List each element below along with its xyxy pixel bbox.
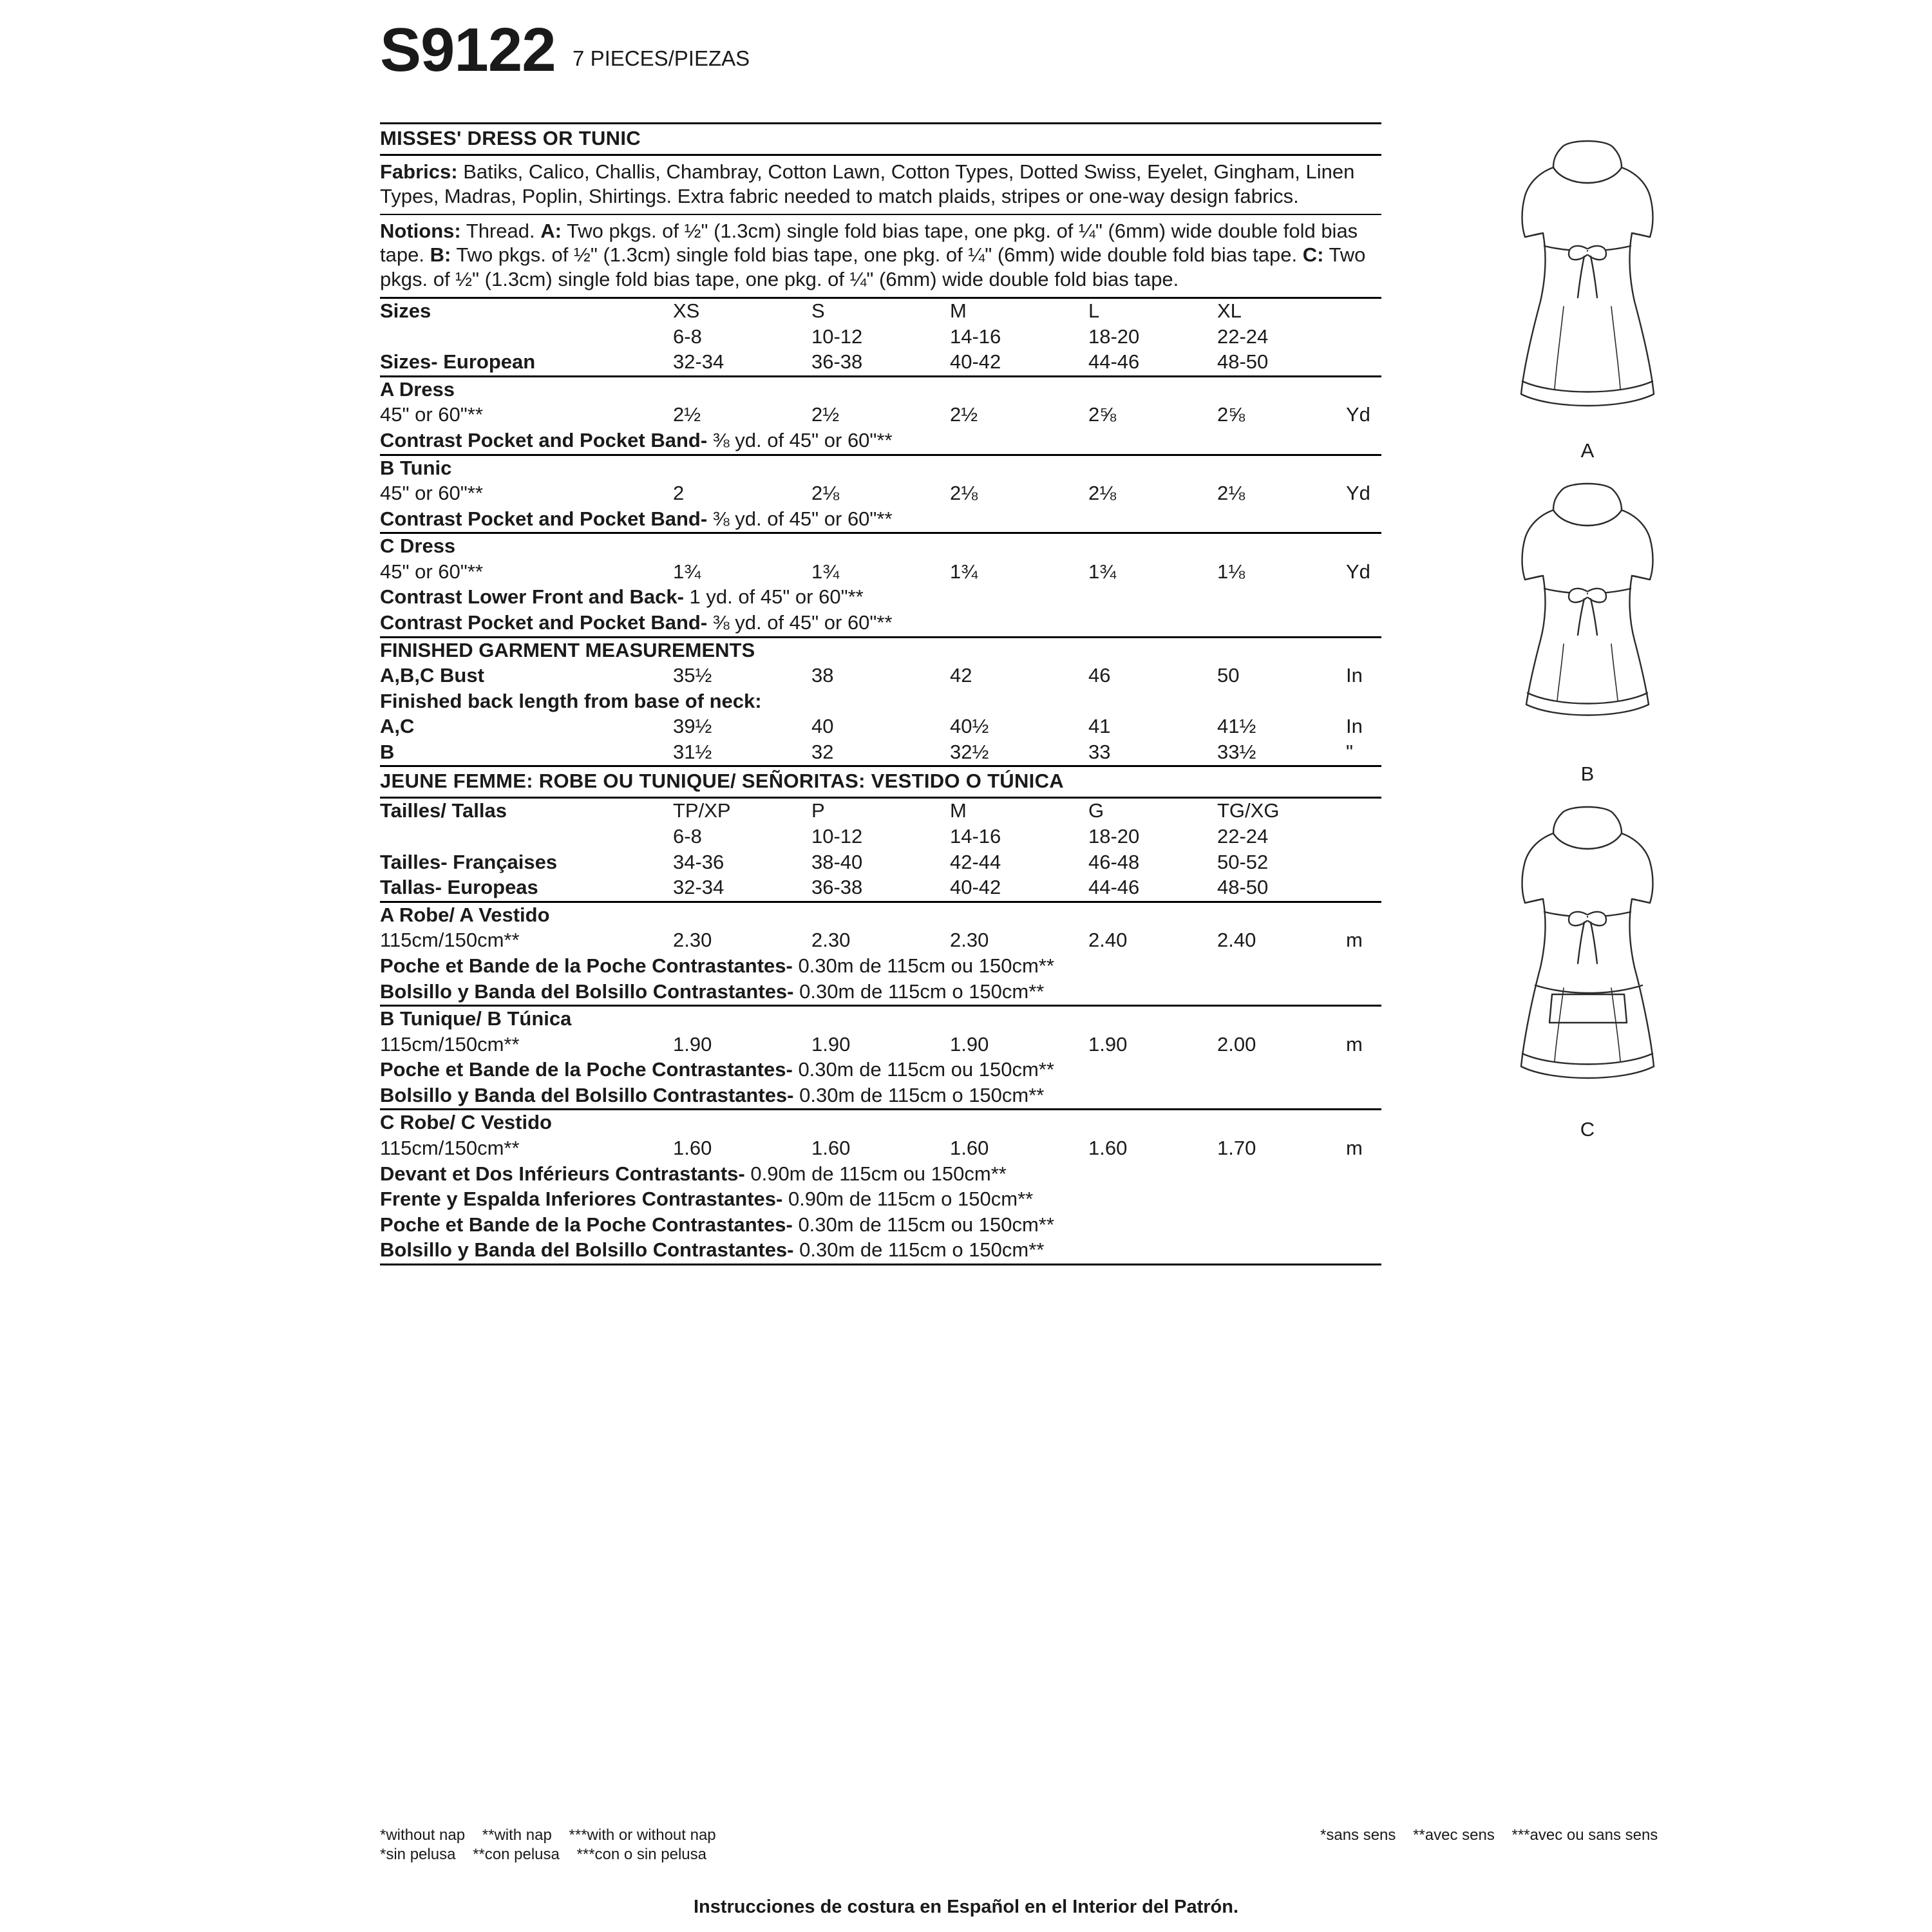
intl-eu-g: 44-46 bbox=[1088, 876, 1140, 899]
footnote-avec-sens: **avec sens bbox=[1413, 1826, 1495, 1844]
table-row bbox=[380, 507, 1381, 533]
c-dress-xl: 1⅛ bbox=[1217, 560, 1245, 583]
intl-col-m: M bbox=[950, 799, 967, 822]
notions-text-2: Two pkgs. of ½" (1.3cm) single fold bias tape, one pkg. of ¼" (6mm) wide double fold bias tape. bbox=[380, 219, 1358, 267]
fabrics-paragraph bbox=[380, 156, 1381, 214]
divider bbox=[380, 1264, 1381, 1265]
a-robe-poche-value: 0.30m de 115cm ou 150cm** bbox=[792, 954, 1054, 977]
c-robe-devant bbox=[380, 1162, 1381, 1188]
page-title: MISSES' DRESS OR TUNIC bbox=[380, 127, 641, 149]
table-row bbox=[380, 1162, 1381, 1188]
bust-unit: In bbox=[1346, 664, 1363, 687]
a-dress-l: 2⅝ bbox=[1088, 403, 1117, 426]
table-row bbox=[380, 903, 1381, 929]
b-length-xl: 33½ bbox=[1217, 740, 1256, 763]
footnote-without-nap: *without nap bbox=[380, 1826, 466, 1844]
b-tunic-contrast-value: ⅜ yd. of 45" or 60"** bbox=[707, 507, 893, 530]
b-tunique-width-label: 115cm/150cm** bbox=[380, 1032, 520, 1056]
b-length-xs: 31½ bbox=[673, 740, 712, 763]
a-robe-bolsillo-label: Bolsillo y Banda del Bolsillo Contrastantes- bbox=[380, 980, 794, 1003]
ac-unit: In bbox=[1346, 715, 1363, 738]
footnotes-english-spanish bbox=[380, 1826, 869, 1864]
c-robe-tp: 1.60 bbox=[673, 1136, 712, 1159]
c-robe-g: 1.60 bbox=[1088, 1136, 1128, 1159]
footnote-row-fr bbox=[1320, 1826, 1810, 1845]
intl-us-tg: 22-24 bbox=[1217, 825, 1269, 848]
footnote-with-or-without-nap: ***with or without nap bbox=[569, 1826, 716, 1844]
notions-text-4: Two pkgs. of ½" (1.3cm) single fold bias tape, one pkg. of ¼" (6mm) wide double fold bias tape. bbox=[380, 243, 1366, 291]
size-us-l: 18-20 bbox=[1088, 325, 1140, 348]
intl-sizes-table bbox=[380, 799, 1381, 900]
c-robe-devant-value: 0.90m de 115cm ou 150cm** bbox=[744, 1162, 1007, 1185]
size-col-m: M bbox=[950, 299, 967, 323]
footnote-avec-ou-sans-sens: ***avec ou sans sens bbox=[1511, 1826, 1658, 1844]
notions-text-3: Two pkgs. of ½" (1.3cm) single fold bias tape, one pkg. of ¼" (6mm) wide double fold bias tape. bbox=[451, 243, 1303, 267]
size-us-xs: 6-8 bbox=[673, 325, 702, 348]
view-b-illustration bbox=[1449, 471, 1726, 786]
a-robe-tp: 2.30 bbox=[673, 929, 712, 952]
table-row bbox=[380, 850, 1381, 876]
c-dress-contrast bbox=[380, 611, 1381, 636]
notions-label: Notions: bbox=[380, 219, 461, 242]
b-tunic-width-label: 45" or 60"** bbox=[380, 482, 483, 505]
table-row bbox=[380, 824, 1381, 850]
table-row bbox=[380, 1136, 1381, 1162]
table-row bbox=[380, 1187, 1381, 1213]
a-robe-tg: 2.40 bbox=[1217, 929, 1256, 952]
size-us-xl: 22-24 bbox=[1217, 325, 1269, 348]
footnote-con-o-sin-pelusa: ***con o sin pelusa bbox=[576, 1846, 706, 1863]
footnote-con-pelusa: **con pelusa bbox=[473, 1846, 560, 1863]
ac-xs: 39½ bbox=[673, 715, 712, 738]
bust-xs: 35½ bbox=[673, 664, 712, 687]
b-tunic-l: 2⅛ bbox=[1088, 482, 1117, 505]
c-robe-frente-value: 0.90m de 115cm o 150cm** bbox=[782, 1188, 1034, 1211]
table-row bbox=[380, 1057, 1381, 1083]
table-row bbox=[380, 1238, 1381, 1264]
size-col-xl: XL bbox=[1217, 299, 1242, 323]
a-dress-heading: A Dress bbox=[380, 377, 455, 401]
view-illustrations bbox=[1423, 129, 1784, 1150]
c-robe-unit: m bbox=[1346, 1136, 1363, 1159]
intl-col-tp: TP/XP bbox=[673, 799, 731, 822]
footnote-sin-pelusa: *sin pelusa bbox=[380, 1846, 456, 1863]
intl-fr-tp: 34-36 bbox=[673, 850, 724, 873]
c-robe-table bbox=[380, 1110, 1381, 1263]
b-tunic-unit: Yd bbox=[1346, 482, 1370, 505]
footnotes-french bbox=[1320, 1826, 1810, 1845]
c-dress-contrast-lower bbox=[380, 585, 1381, 611]
c-robe-devant-label: Devant et Dos Inférieurs Contrastants- bbox=[380, 1162, 745, 1185]
b-tunique-bolsillo-label: Bolsillo y Banda del Bolsillo Contrastantes- bbox=[380, 1083, 794, 1106]
b-length-unit: " bbox=[1346, 740, 1354, 763]
view-c-illustration bbox=[1449, 795, 1726, 1141]
table-row bbox=[380, 638, 1381, 664]
c-robe-frente-label: Frente y Espalda Inferiores Contrastantes- bbox=[380, 1188, 783, 1211]
tunic-view-b-drawing bbox=[1449, 471, 1726, 761]
c-dress-contrast-label: Contrast Pocket and Pocket Band- bbox=[380, 611, 708, 634]
table-row bbox=[380, 325, 1381, 350]
table-row bbox=[380, 611, 1381, 636]
c-dress-s: 1¾ bbox=[811, 560, 840, 583]
intl-fr-m: 42-44 bbox=[950, 850, 1001, 873]
b-tunique-m: 1.90 bbox=[950, 1032, 989, 1056]
size-us-m: 14-16 bbox=[950, 325, 1001, 348]
intl-us-m: 14-16 bbox=[950, 825, 1001, 848]
footnote-with-nap: **with nap bbox=[482, 1826, 552, 1844]
notions-view-b: B: bbox=[430, 243, 451, 267]
c-dress-unit: Yd bbox=[1346, 560, 1370, 583]
a-dress-contrast-value: ⅜ yd. of 45" or 60"** bbox=[707, 428, 893, 451]
footer-note: Instrucciones de costura en Español en el Interior del Patrón. bbox=[693, 1897, 1239, 1917]
a-robe-poche bbox=[380, 954, 1381, 980]
b-tunic-xs: 2 bbox=[673, 482, 685, 505]
b-tunic-contrast-label: Contrast Pocket and Pocket Band- bbox=[380, 507, 708, 530]
c-robe-frente bbox=[380, 1187, 1381, 1213]
c-dress-m: 1¾ bbox=[950, 560, 978, 583]
b-tunic-s: 2⅛ bbox=[811, 482, 840, 505]
table-row bbox=[380, 481, 1381, 507]
b-tunic-m: 2⅛ bbox=[950, 482, 978, 505]
b-length-l: 33 bbox=[1088, 740, 1111, 763]
c-dress-xs: 1¾ bbox=[673, 560, 701, 583]
b-tunique-unit: m bbox=[1346, 1032, 1363, 1056]
main-content-column bbox=[380, 122, 1381, 1265]
a-robe-m: 2.30 bbox=[950, 929, 989, 952]
view-b-label: B bbox=[1580, 762, 1595, 785]
c-dress-contrast-lower-value: 1 yd. of 45" or 60"** bbox=[683, 585, 864, 609]
c-robe-poche-value: 0.30m de 115cm ou 150cm** bbox=[792, 1213, 1054, 1236]
b-tunique-poche bbox=[380, 1057, 1381, 1083]
bust-label: A,B,C Bust bbox=[380, 664, 484, 687]
size-col-xs: XS bbox=[673, 299, 700, 323]
bust-xl: 50 bbox=[1217, 664, 1240, 687]
sizes-european-label: Sizes- European bbox=[380, 350, 536, 374]
a-dress-xs: 2½ bbox=[673, 403, 701, 426]
a-robe-bolsillo bbox=[380, 980, 1381, 1005]
c-robe-bolsillo-value: 0.30m de 115cm o 150cm** bbox=[793, 1238, 1045, 1262]
ac-m: 40½ bbox=[950, 715, 989, 738]
back-length-label: Finished back length from base of neck: bbox=[380, 689, 762, 712]
table-row bbox=[380, 1083, 1381, 1109]
a-dress-table bbox=[380, 377, 1381, 454]
table-row bbox=[380, 875, 1381, 901]
table-row bbox=[380, 954, 1381, 980]
size-eu-l: 44-46 bbox=[1088, 350, 1140, 374]
c-robe-bolsillo bbox=[380, 1238, 1381, 1264]
intl-eu-m: 40-42 bbox=[950, 876, 1001, 899]
b-length-m: 32½ bbox=[950, 740, 989, 763]
table-row bbox=[380, 740, 1381, 766]
table-row bbox=[380, 980, 1381, 1005]
c-robe-poche bbox=[380, 1213, 1381, 1238]
c-robe-p: 1.60 bbox=[811, 1136, 851, 1159]
a-dress-contrast bbox=[380, 428, 1381, 454]
b-tunic-contrast bbox=[380, 507, 1381, 533]
b-tunique-tg: 2.00 bbox=[1217, 1032, 1256, 1056]
sizes-label: Sizes bbox=[380, 299, 431, 323]
notions-view-c: C: bbox=[1302, 243, 1324, 267]
a-dress-s: 2½ bbox=[811, 403, 840, 426]
size-eu-xl: 48-50 bbox=[1217, 350, 1269, 374]
table-row bbox=[380, 1110, 1381, 1136]
ac-l: 41 bbox=[1088, 715, 1111, 738]
c-dress-table bbox=[380, 534, 1381, 636]
footnote-row-en bbox=[380, 1826, 869, 1845]
a-robe-g: 2.40 bbox=[1088, 929, 1128, 952]
view-a-label: A bbox=[1580, 439, 1595, 462]
b-tunique-tp: 1.90 bbox=[673, 1032, 712, 1056]
table-row bbox=[380, 1032, 1381, 1058]
piece-count: 7 PIECES/PIEZAS bbox=[573, 46, 750, 70]
ac-s: 40 bbox=[811, 715, 834, 738]
b-tunic-heading: B Tunic bbox=[380, 456, 452, 479]
b-tunique-poche-value: 0.30m de 115cm ou 150cm** bbox=[792, 1058, 1054, 1081]
b-tunic-table bbox=[380, 456, 1381, 533]
c-dress-contrast-lower-label: Contrast Lower Front and Back- bbox=[380, 585, 684, 609]
table-row bbox=[380, 350, 1381, 375]
table-row bbox=[380, 585, 1381, 611]
size-eu-s: 36-38 bbox=[811, 350, 863, 374]
view-c-label: C bbox=[1580, 1118, 1595, 1141]
c-robe-m: 1.60 bbox=[950, 1136, 989, 1159]
size-eu-xs: 32-34 bbox=[673, 350, 724, 374]
pattern-number: S9122 bbox=[380, 15, 556, 84]
intl-sizes-label: Tailles/ Tallas bbox=[380, 799, 507, 822]
a-robe-table bbox=[380, 903, 1381, 1005]
a-robe-p: 2.30 bbox=[811, 929, 851, 952]
table-row bbox=[380, 428, 1381, 454]
ac-xl: 41½ bbox=[1217, 715, 1256, 738]
table-row bbox=[380, 534, 1381, 560]
table-row bbox=[380, 928, 1381, 954]
size-col-l: L bbox=[1088, 299, 1100, 323]
c-robe-heading: C Robe/ C Vestido bbox=[380, 1111, 552, 1134]
b-tunique-bolsillo bbox=[380, 1083, 1381, 1109]
intl-col-g: G bbox=[1088, 799, 1104, 822]
a-dress-contrast-label: Contrast Pocket and Pocket Band- bbox=[380, 428, 708, 451]
intl-eu-tp: 32-34 bbox=[673, 876, 724, 899]
table-row bbox=[380, 799, 1381, 824]
intl-french-label: Tailles- Françaises bbox=[380, 850, 558, 873]
intl-us-p: 10-12 bbox=[811, 825, 863, 848]
b-length-label: B bbox=[380, 740, 395, 763]
c-robe-poche-label: Poche et Bande de la Poche Contrastantes- bbox=[380, 1213, 793, 1236]
view-a-illustration bbox=[1449, 129, 1726, 462]
a-robe-unit: m bbox=[1346, 929, 1363, 952]
intl-european-label: Tallas- Europeas bbox=[380, 876, 538, 899]
fabrics-label: Fabrics: bbox=[380, 160, 458, 183]
a-robe-poche-label: Poche et Bande de la Poche Contrastantes- bbox=[380, 954, 793, 977]
b-tunique-g: 1.90 bbox=[1088, 1032, 1128, 1056]
intl-fr-tg: 50-52 bbox=[1217, 850, 1269, 873]
footnote-row-es bbox=[380, 1845, 869, 1864]
a-robe-width-label: 115cm/150cm** bbox=[380, 929, 520, 952]
size-eu-m: 40-42 bbox=[950, 350, 1001, 374]
notions-text-1: Thread. bbox=[460, 219, 541, 242]
bust-s: 38 bbox=[811, 664, 834, 687]
notions-view-a: A: bbox=[540, 219, 562, 242]
intl-eu-tg: 48-50 bbox=[1217, 876, 1269, 899]
a-robe-bolsillo-value: 0.30m de 115cm o 150cm** bbox=[793, 980, 1045, 1003]
a-robe-heading: A Robe/ A Vestido bbox=[380, 903, 550, 926]
notions-paragraph bbox=[380, 215, 1381, 297]
table-row bbox=[380, 299, 1381, 325]
c-robe-width-label: 115cm/150cm** bbox=[380, 1136, 520, 1159]
size-col-s: S bbox=[811, 299, 825, 323]
header bbox=[380, 15, 1475, 84]
intl-us-tp: 6-8 bbox=[673, 825, 702, 848]
fabrics-text: Batiks, Calico, Challis, Chambray, Cotton Lawn, Cotton Types, Dotted Swiss, Eyelet, Gingham, Linen Types, Madras, Poplin, Shirtings. Extra fabric needed to match plaids, stripes or one-way design fabrics. bbox=[380, 160, 1355, 207]
b-tunique-poche-label: Poche et Bande de la Poche Contrastantes- bbox=[380, 1058, 793, 1081]
table-row bbox=[380, 402, 1381, 428]
finished-measurements-table bbox=[380, 638, 1381, 766]
c-dress-width-label: 45" or 60"** bbox=[380, 560, 483, 583]
bust-l: 46 bbox=[1088, 664, 1111, 687]
sizes-table bbox=[380, 299, 1381, 375]
intl-fr-p: 38-40 bbox=[811, 850, 863, 873]
table-row bbox=[380, 689, 1381, 715]
c-dress-heading: C Dress bbox=[380, 535, 456, 558]
b-tunique-heading: B Tunique/ B Túnica bbox=[380, 1007, 572, 1030]
intl-col-p: P bbox=[811, 799, 825, 822]
table-row bbox=[380, 714, 1381, 740]
ac-label: A,C bbox=[380, 715, 415, 738]
b-length-s: 32 bbox=[811, 740, 834, 763]
table-row bbox=[380, 1213, 1381, 1238]
b-tunique-p: 1.90 bbox=[811, 1032, 851, 1056]
intl-col-tg: TG/XG bbox=[1217, 799, 1280, 822]
intl-fr-g: 46-48 bbox=[1088, 850, 1140, 873]
a-dress-width-label: 45" or 60"** bbox=[380, 403, 483, 426]
size-us-s: 10-12 bbox=[811, 325, 863, 348]
c-robe-tg: 1.70 bbox=[1217, 1136, 1256, 1159]
finished-heading: FINISHED GARMENT MEASUREMENTS bbox=[380, 638, 755, 661]
intl-eu-p: 36-38 bbox=[811, 876, 863, 899]
a-dress-unit: Yd bbox=[1346, 403, 1370, 426]
table-row bbox=[380, 377, 1381, 403]
table-row bbox=[380, 456, 1381, 482]
intl-us-g: 18-20 bbox=[1088, 825, 1140, 848]
table-row bbox=[380, 1007, 1381, 1032]
intl-heading: JEUNE FEMME: ROBE OU TUNIQUE/ SEÑORITAS: VESTIDO O TÚNICA bbox=[380, 770, 1064, 793]
c-dress-l: 1¾ bbox=[1088, 560, 1117, 583]
b-tunique-table bbox=[380, 1007, 1381, 1108]
b-tunic-xl: 2⅛ bbox=[1217, 482, 1245, 505]
footnote-sans-sens: *sans sens bbox=[1320, 1826, 1396, 1844]
table-row bbox=[380, 663, 1381, 689]
a-dress-m: 2½ bbox=[950, 403, 978, 426]
dress-view-c-drawing bbox=[1449, 795, 1726, 1117]
table-row bbox=[380, 560, 1381, 585]
c-robe-bolsillo-label: Bolsillo y Banda del Bolsillo Contrastantes- bbox=[380, 1238, 794, 1262]
dress-view-a-drawing bbox=[1449, 129, 1726, 438]
b-tunique-bolsillo-value: 0.30m de 115cm o 150cm** bbox=[793, 1083, 1045, 1106]
c-dress-contrast-value: ⅜ yd. of 45" or 60"** bbox=[707, 611, 893, 634]
a-dress-xl: 2⅝ bbox=[1217, 403, 1245, 426]
bust-m: 42 bbox=[950, 664, 972, 687]
